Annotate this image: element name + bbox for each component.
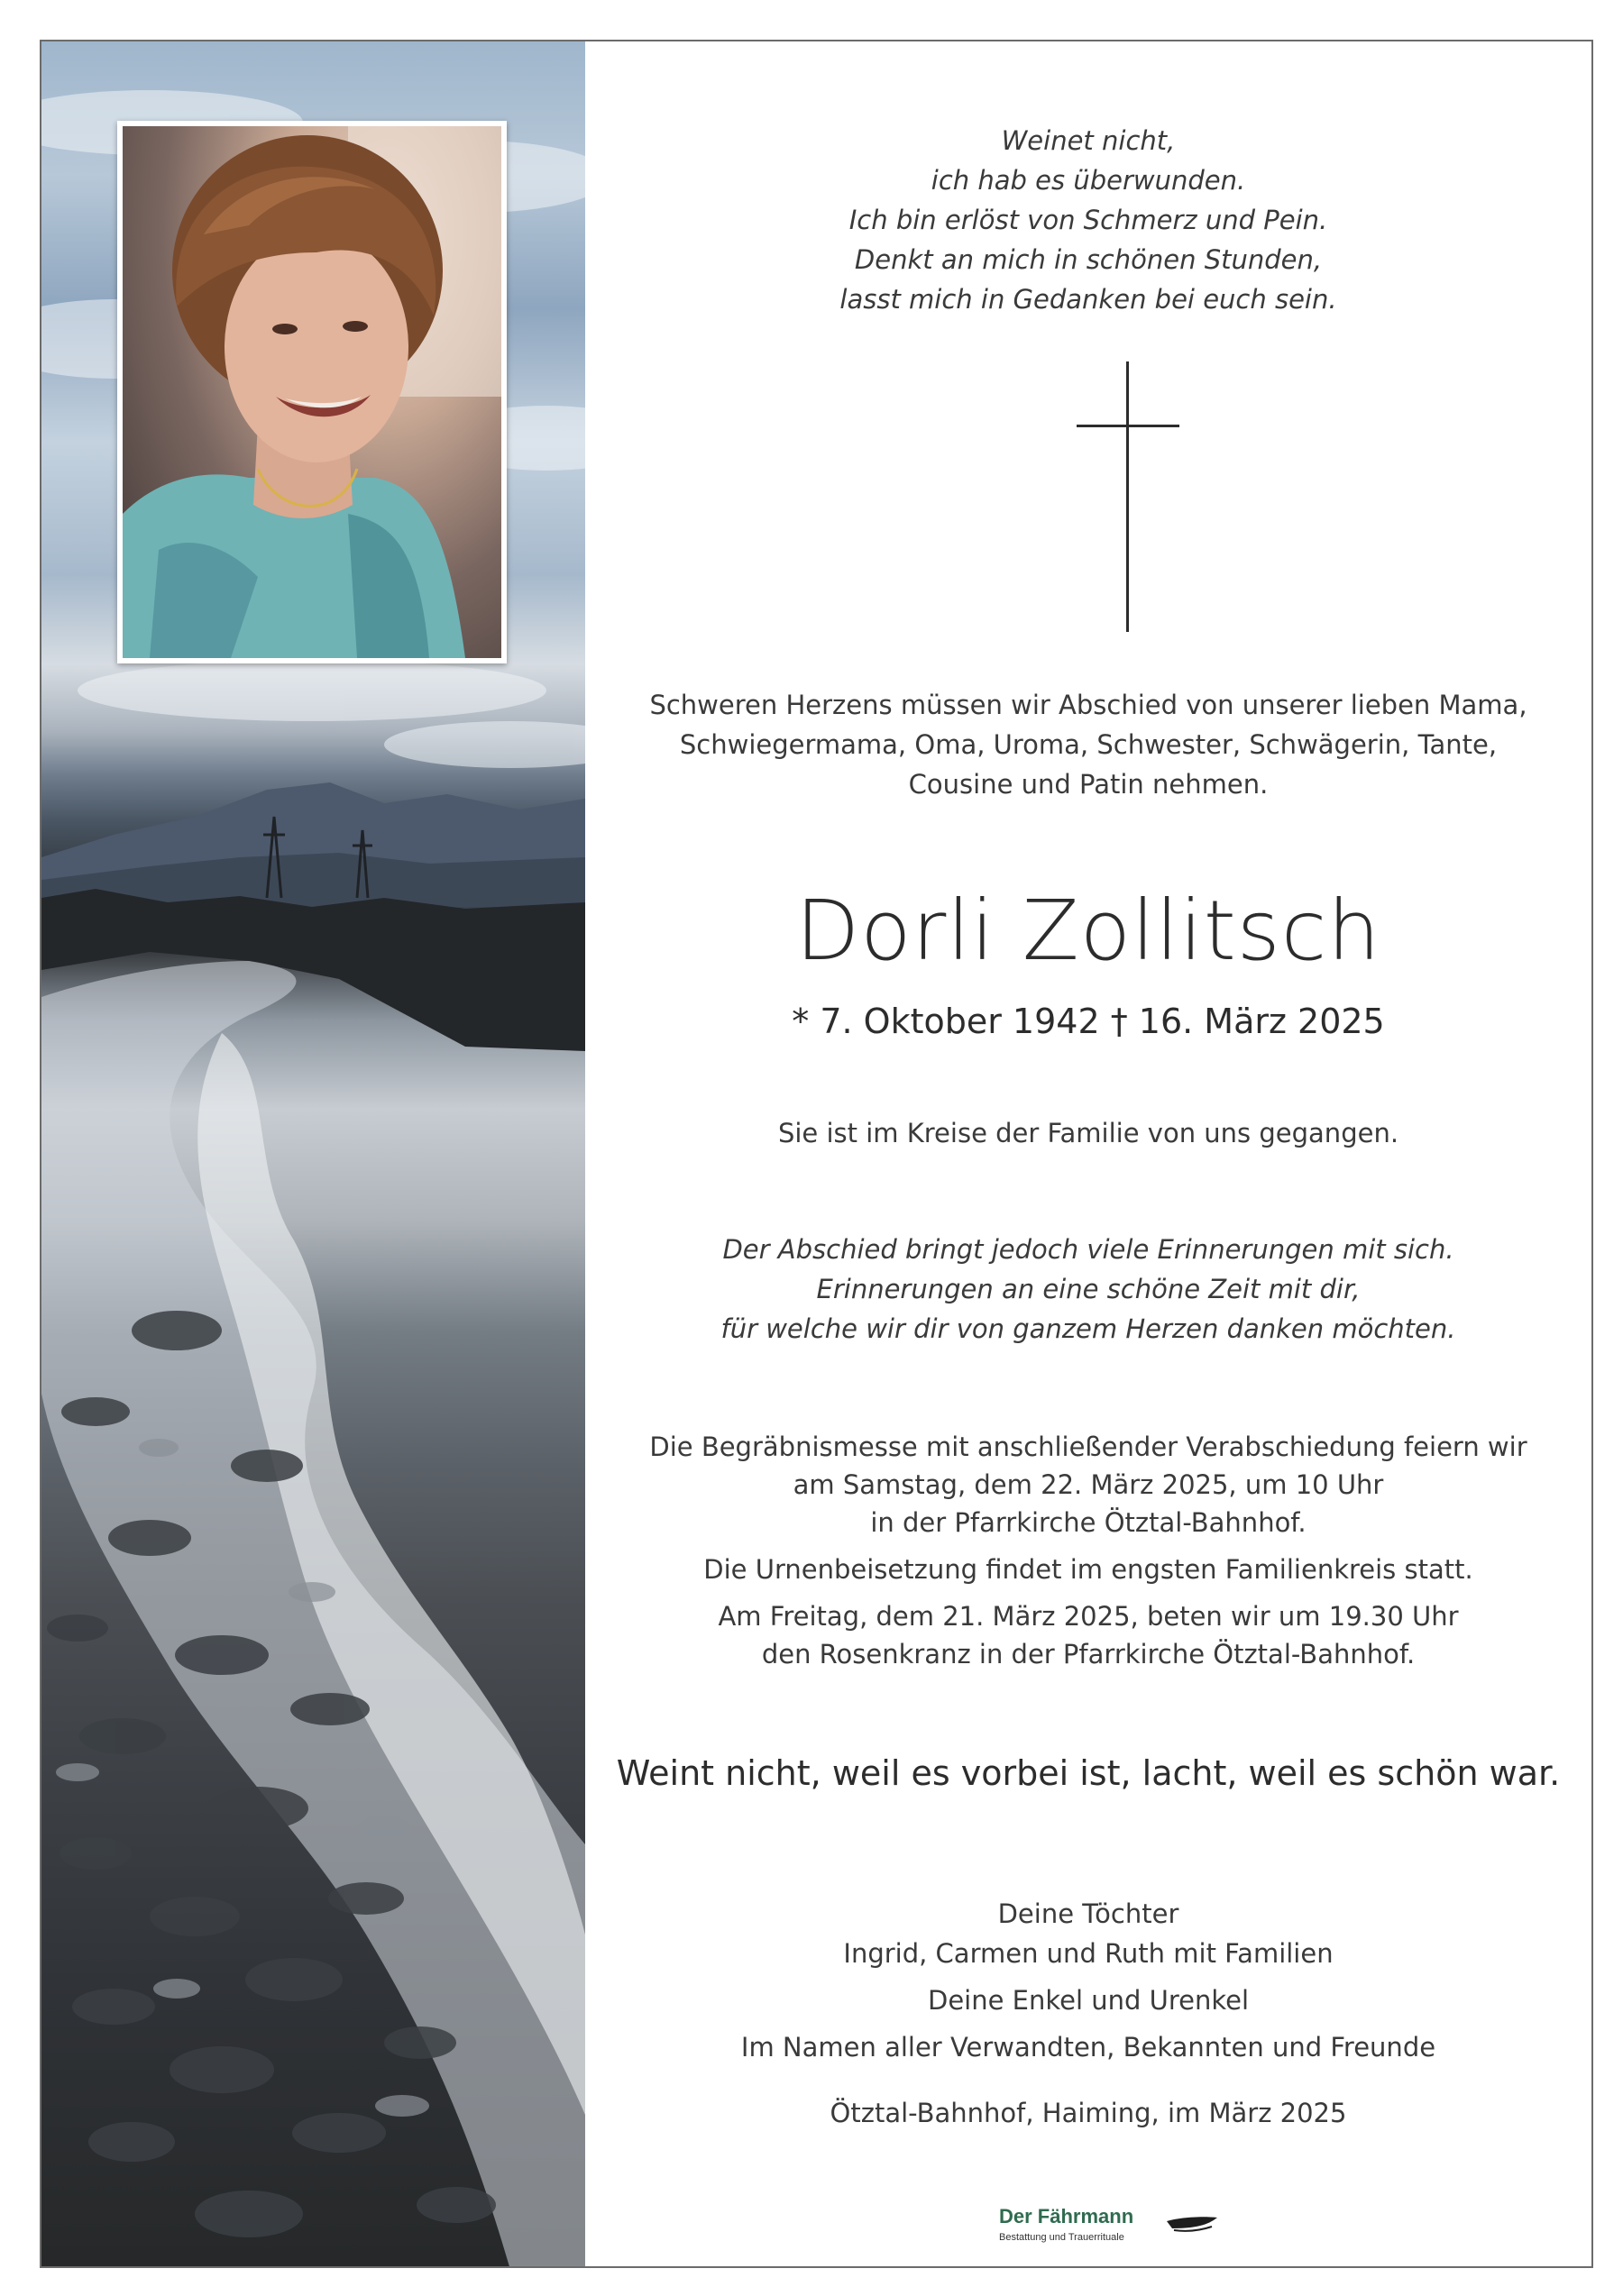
cross-icon [1077,361,1179,632]
obituary-text-column [585,41,1591,2266]
funeral-home-logo [999,2205,1270,2259]
announcement-intro [585,685,1591,804]
deceased-name: Dorli Zollitsch [795,883,1381,979]
farewell-line: für welche wir dir von ganzem Herzen danken möchten. [720,1313,1456,1344]
poem-line: ich hab es überwunden. [931,165,1246,196]
poem-line: Ich bin erlöst von Schmerz und Pein. [848,205,1328,235]
daughters-heading: Deine Töchter [997,1898,1179,1929]
place-and-date: Ötztal-Bahnhof, Haiming, im März 2025 [830,2098,1347,2128]
logo-brand: Der Fährmann [999,2205,1134,2227]
intro-line: Cousine und Patin nehmen. [908,769,1269,800]
rosary-line: Am Freitag, dem 21. März 2025, beten wir um 19.30 Uhr [718,1601,1459,1632]
farewell-line: Der Abschied bringt jedoch viele Erinnerungen mit sich. [722,1234,1454,1265]
mass-line: Die Begräbnismesse mit anschließender Verabschiedung feiern wir [649,1432,1527,1462]
logo-tagline: Bestattung und Trauerrituale [999,2232,1124,2243]
urn-line: Die Urnenbeisetzung findet im engsten Familienkreis statt. [703,1554,1473,1585]
poem-line: Weinet nicht, [1001,125,1176,156]
boat-icon [1165,2210,1219,2237]
mass-line: in der Pfarrkirche Ötztal-Bahnhof. [870,1507,1307,1538]
opening-poem [585,121,1591,319]
daughters-names: Ingrid, Carmen und Ruth mit Familien [843,1938,1334,1969]
mourners-list [585,1894,1591,2067]
intro-line: Schweren Herzens müssen wir Abschied von unserer lieben Mama, [649,690,1527,720]
intro-line: Schwiegermama, Oma, Uroma, Schwester, Schwägerin, Tante, [679,729,1498,760]
farewell-text [585,1230,1591,1349]
passed-statement: Sie ist im Kreise der Familie von uns gegangen. [777,1118,1399,1148]
portrait-photo-frame [117,121,507,663]
farewell-line: Erinnerungen an eine schöne Zeit mit dir, [816,1274,1361,1304]
grandchildren-line: Deine Enkel und Urenkel [927,1985,1250,2016]
life-dates: * 7. Oktober 1942 † 16. März 2025 [792,1002,1385,1041]
closing-motto: Weint nicht, weil es vorbei ist, lacht, weil es schön war. [616,1753,1561,1793]
poem-line: Denkt an mich in schönen Stunden, [854,244,1323,275]
service-details [585,1428,1591,1673]
poem-line: lasst mich in Gedanken bei euch sein. [839,284,1337,315]
landscape-photo [41,41,585,2266]
obituary-card [40,40,1593,2268]
others-line: Im Namen aller Verwandten, Bekannten und Freunde [740,2032,1436,2063]
mass-line: am Samstag, dem 22. März 2025, um 10 Uhr [793,1469,1384,1500]
portrait-photo [123,126,501,658]
rosary-line: den Rosenkranz in der Pfarrkirche Ötztal-Bahnhof. [761,1639,1416,1669]
